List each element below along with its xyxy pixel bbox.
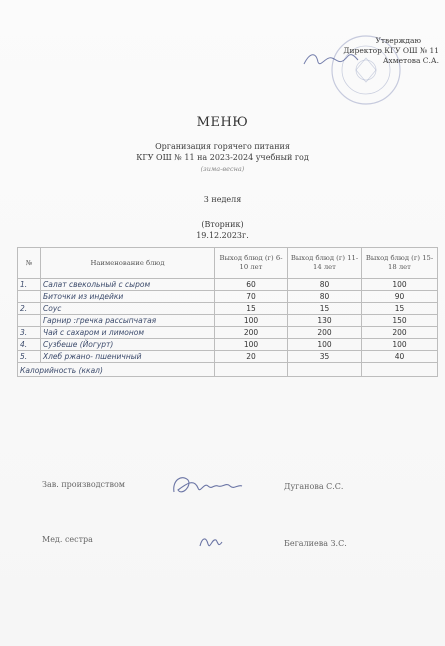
dish-name: Гарнир :гречка рассыпчатая — [41, 315, 215, 327]
document-title: МЕНЮ — [196, 115, 249, 130]
col-num-header: № — [18, 248, 41, 279]
portion-6-10: 100 — [215, 339, 288, 351]
portion-11-14: 100 — [288, 339, 362, 351]
calories-label: Калорийность (ккал) — [18, 363, 215, 377]
table-row — [18, 327, 438, 339]
portion-11-14: 200 — [288, 327, 362, 339]
calories-15-18 — [362, 363, 438, 377]
week-label: 3 неделя — [203, 195, 242, 204]
approval-name: Ахметова С.А. — [382, 56, 439, 65]
portion-11-14: 35 — [288, 351, 362, 363]
dish-name: Соус — [41, 303, 215, 315]
table-header-row — [18, 248, 438, 279]
row-num: 3. — [18, 327, 41, 339]
col-age2-header: Выход блюд (г) 11-14 лет — [288, 248, 362, 279]
col-age3-header: Выход блюд (г) 15-18 лет — [362, 248, 438, 279]
dish-name: Чай с сахаром и лимоном — [41, 327, 215, 339]
col-age1-header: Выход блюд (г) 6-10 лет — [215, 248, 288, 279]
portion-15-18: 100 — [362, 279, 438, 291]
portion-11-14: 130 — [288, 315, 362, 327]
calories-row — [18, 363, 438, 377]
col-name-header: Наименование блюд — [41, 248, 215, 279]
row-num: 5. — [18, 351, 41, 363]
day-label: (Вторник) — [201, 220, 244, 229]
approval-title: Утверждаю — [375, 36, 421, 45]
portion-6-10: 200 — [215, 327, 288, 339]
nurse-name: Бегалиева З.С. — [284, 539, 347, 548]
portion-11-14: 15 — [288, 303, 362, 315]
portion-6-10: 60 — [215, 279, 288, 291]
menu-table — [17, 247, 438, 377]
portion-15-18: 90 — [362, 291, 438, 303]
table-row — [18, 339, 438, 351]
org-line-1: Организация горячего питания — [155, 142, 290, 151]
portion-15-18: 100 — [362, 339, 438, 351]
portion-15-18: 40 — [362, 351, 438, 363]
nurse-role: Мед. сестра — [42, 535, 93, 544]
row-num — [18, 315, 41, 327]
row-num: 2. — [18, 303, 41, 315]
calories-11-14 — [288, 363, 362, 377]
dish-name: Хлеб ржано- пшеничный — [41, 351, 215, 363]
portion-15-18: 15 — [362, 303, 438, 315]
dish-name: Салат свекольный с сыром — [41, 279, 215, 291]
production-manager-signature — [168, 470, 246, 500]
portion-11-14: 80 — [288, 279, 362, 291]
row-num: 4. — [18, 339, 41, 351]
table-row — [18, 279, 438, 291]
production-manager-role: Зав. производством — [42, 480, 126, 489]
calories-6-10 — [215, 363, 288, 377]
dish-name: Сузбеше (Йогурт) — [41, 339, 215, 351]
portion-6-10: 20 — [215, 351, 288, 363]
table-row — [18, 303, 438, 315]
table-row — [18, 351, 438, 363]
portion-6-10: 100 — [215, 315, 288, 327]
date-label: 19.12.2023г. — [196, 231, 249, 240]
portion-15-18: 150 — [362, 315, 438, 327]
portion-11-14: 80 — [288, 291, 362, 303]
approval-block — [299, 36, 439, 66]
approval-position: Директор КГУ ОШ № 11 — [343, 46, 439, 55]
dish-name: Биточки из индейки — [41, 291, 215, 303]
portion-6-10: 70 — [215, 291, 288, 303]
portion-6-10: 15 — [215, 303, 288, 315]
row-num: 1. — [18, 279, 41, 291]
production-manager-name: Дуганова С.С. — [284, 482, 344, 491]
table-row — [18, 291, 438, 303]
portion-15-18: 200 — [362, 327, 438, 339]
season-label: (зима-весна) — [200, 165, 245, 173]
table-row — [18, 315, 438, 327]
nurse-signature — [196, 532, 226, 552]
org-line-2: КГУ ОШ № 11 на 2023-2024 учебный год — [136, 153, 309, 162]
row-num — [18, 291, 41, 303]
